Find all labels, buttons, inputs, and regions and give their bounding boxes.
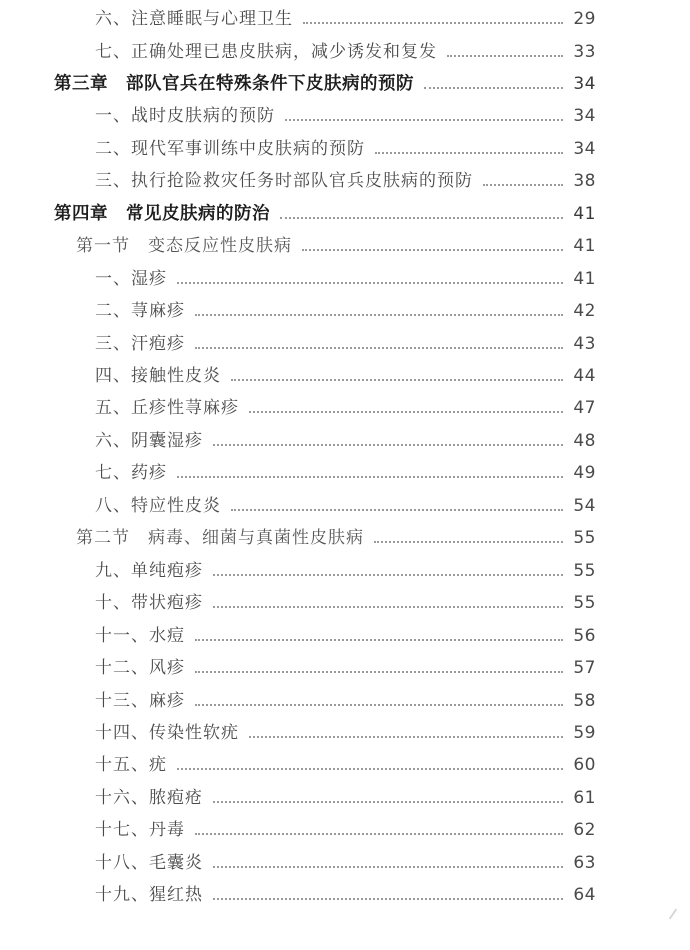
toc-page-number: 33 [573,41,596,62]
toc-entry-row [0,686,690,716]
toc-entry-row [0,296,690,326]
toc-entry-row [0,4,690,34]
toc-entry-row [0,848,690,878]
toc-leader-dots [231,379,563,381]
toc-entry-title: 三、执行抢险救灾任务时部队官兵皮肤病的预防 [95,171,473,192]
toc-entry-title: 九、单纯疱疹 [95,560,203,581]
toc-leader-dots [213,444,563,446]
toc-entry-title: 二、现代军事训练中皮肤病的预防 [95,138,365,159]
toc-page-number: 57 [573,658,596,678]
toc-page-number: 55 [573,560,596,581]
toc-leader-dots [177,768,563,770]
toc-entry-row [0,588,690,618]
toc-leader-dots [177,476,563,478]
toc-entry-title: 十一、水痘 [95,625,185,646]
toc-page-number: 41 [573,236,596,257]
toc-entry-row [0,556,690,586]
toc-entry-title: 七、正确处理已患皮肤病，减少诱发和复发 [95,41,437,62]
toc-leader-dots [374,541,563,543]
toc-page-number: 55 [573,528,596,549]
toc-entry-title: 十四、传染性软疣 [95,722,239,743]
toc-entry-row [0,134,690,164]
toc-page-number: 41 [573,203,596,224]
toc-entry-title: 六、阴囊湿疹 [95,430,203,451]
toc-entry-title: 第四章 常见皮肤病的防治 [54,203,270,224]
toc-entry-title: 六、注意睡眠与心理卫生 [95,9,293,29]
toc-entry-title: 十九、猩红热 [95,885,203,906]
toc-leader-dots [195,314,563,316]
toc-entry-row [0,101,690,131]
toc-entry-row [0,166,690,196]
toc-page-number: 34 [573,73,596,94]
toc-entry-title: 八、特应性皮炎 [95,495,221,516]
toc-leader-dots [213,898,563,900]
toc-leader-dots [213,801,563,803]
toc-page-number: 43 [573,333,596,354]
toc-entry-title: 十二、风疹 [95,658,185,678]
toc-entry-row [0,264,690,294]
toc-entry-row [0,880,690,910]
toc-entry-title: 第三章 部队官兵在特殊条件下皮肤病的预防 [54,73,414,94]
toc-leader-dots [280,217,563,219]
toc-leader-dots [195,347,563,349]
toc-entry-row [0,458,690,488]
toc-page-number: 41 [573,268,596,289]
toc-page-number: 62 [573,820,596,841]
toc-entry-title: 十六、脓疱疮 [95,787,203,808]
toc-page-number: 55 [573,593,596,614]
toc-page-number: 48 [573,430,596,451]
toc-entry-row [0,37,690,67]
toc-entry-row [0,783,690,813]
toc-leader-dots [195,833,563,835]
toc-leader-dots [285,119,563,121]
toc-entry-title: 十五、疣 [95,755,167,776]
toc-section-row [0,231,690,261]
toc-entry-title: 十八、毛囊炎 [95,852,203,873]
toc-entry-row [0,426,690,456]
toc-leader-dots [177,282,563,284]
toc-leader-dots [213,574,563,576]
toc-page-number: 64 [573,885,596,906]
toc-page-number: 60 [573,755,596,776]
toc-leader-dots [447,55,563,57]
toc-leader-dots [213,606,563,608]
toc-leader-dots [375,152,563,154]
toc-entry-title: 一、战时皮肤病的预防 [95,106,275,127]
toc-entry-title: 一、湿疹 [95,268,167,289]
toc-page-number: 56 [573,625,596,646]
toc-page-number: 34 [573,138,596,159]
toc-leader-dots [424,87,563,89]
toc-leader-dots [303,22,563,24]
toc-page-number: 54 [573,495,596,516]
toc-entry-title: 七、药疹 [95,463,167,484]
toc-page-number: 29 [573,9,596,29]
toc-entry-title: 二、荨麻疹 [95,301,185,322]
toc-leader-dots [195,671,563,673]
toc-page-number: 63 [573,852,596,873]
toc-page-number: 59 [573,722,596,743]
toc-entry-title: 五、丘疹性荨麻疹 [95,398,239,419]
toc-leader-dots [195,639,563,641]
toc-page-number: 58 [573,690,596,711]
toc-entry-row [0,393,690,423]
toc-entry-title: 十七、丹毒 [95,820,185,841]
toc-entry-row [0,361,690,391]
toc-leader-dots [213,866,563,868]
toc-leader-dots [195,704,563,706]
toc-page-number: 38 [573,171,596,192]
toc-chapter-row [0,199,690,229]
toc-page-number: 61 [573,787,596,808]
toc-entry-title: 第一节 变态反应性皮肤病 [76,236,292,257]
toc-entry-row [0,653,690,683]
toc-page-number: 44 [573,366,596,386]
toc-entry-title: 四、接触性皮炎 [95,366,221,386]
toc-leader-dots [249,736,563,738]
toc-leader-dots [483,184,563,186]
toc-page-number: 47 [573,398,596,419]
toc-entry-row [0,815,690,845]
toc-chapter-row [0,69,690,99]
toc-entry-title: 十、带状疱疹 [95,593,203,614]
toc-section-row [0,523,690,553]
toc-page-number: 42 [573,301,596,322]
toc-entry-row [0,491,690,521]
toc-page-number: 34 [573,106,596,127]
toc-entry-title: 三、汗疱疹 [95,333,185,354]
toc-leader-dots [249,411,563,413]
toc-entry-row [0,750,690,780]
toc-leader-dots [231,509,563,511]
toc-entry-row [0,329,690,359]
toc-leader-dots [302,249,563,251]
toc-entry-title: 第二节 病毒、细菌与真菌性皮肤病 [76,528,364,549]
toc-entry-title: 十三、麻疹 [95,690,185,711]
toc-entry-row [0,621,690,651]
toc-entry-row [0,718,690,748]
toc-page-number: 49 [573,463,596,484]
